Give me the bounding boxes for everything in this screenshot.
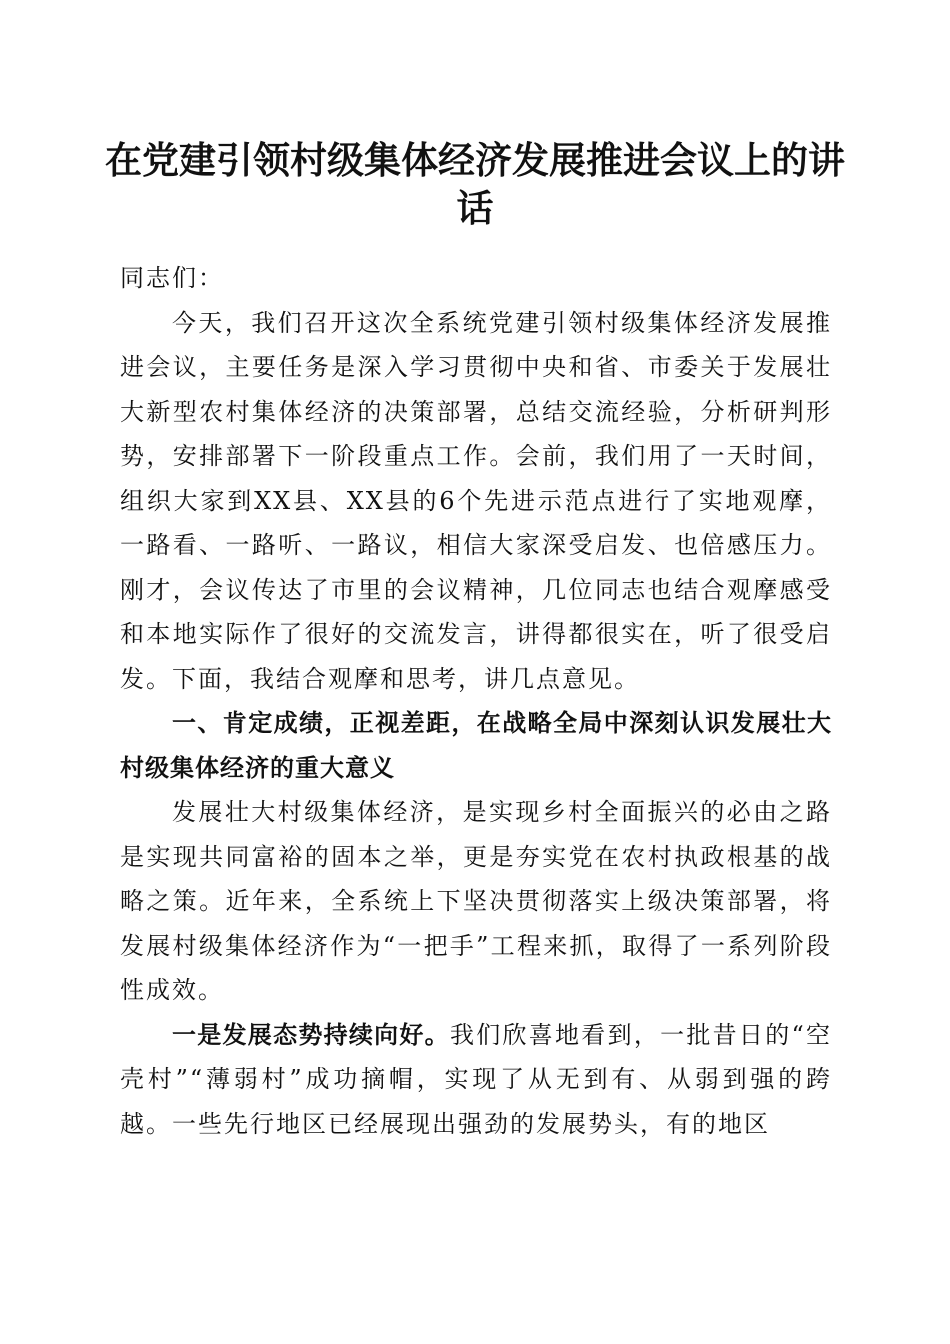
point-1-lead: 一是发展态势持续向好。 — [172, 1020, 450, 1049]
point-1-paragraph — [120, 1013, 832, 1147]
section-1-paragraph: 发展壮大村级集体经济，是实现乡村全面振兴的必由之路是实现共同富裕的固本之举，更是夯实党在农村执政根基的战略之策。近年来，全系统上下坚决贯彻落实上级决策部署，将发展村级集体经济作为“一把手”工程来抓，取得了一系列阶段性成效。 — [120, 798, 832, 1004]
salutation: 同志们： — [120, 264, 224, 292]
document-title: 在党建引领村级集体经济发展推进会议上的讲话 — [105, 138, 845, 230]
opening-paragraph: 今天，我们召开这次全系统党建引领村级集体经济发展推进会议，主要任务是深入学习贯彻中央和省、市委关于发展壮大新型农村集体经济的决策部署，总结交流经验，分析研判形势，安排部署下一阶段重点工作。会前，我们用了一天时间，组织大家到XX县、XX县的6个先进示范点进行了实地观摩，一路看、一路听、一路议，相信大家深受启发、也倍感压力。刚才，会议传达了市里的会议精神，几位同志也结合观摩感受和本地实际作了很好的交流发言，讲得都很实在，听了很受启发。下面，我结合观摩和思考，讲几点意见。 — [120, 308, 832, 693]
section-heading-1: 一、肯定成绩，正视差距，在战略全局中深刻认识发展壮大村级集体经济的重大意义 — [120, 709, 832, 782]
point-1-text: 我们欣喜地看到，一批昔日的“空壳村”“薄弱村”成功摘帽，实现了从无到有、从弱到强的跨越。一些先行地区已经展现出强劲的发展势头，有的地区 — [120, 1020, 832, 1138]
document-body — [120, 256, 832, 1146]
